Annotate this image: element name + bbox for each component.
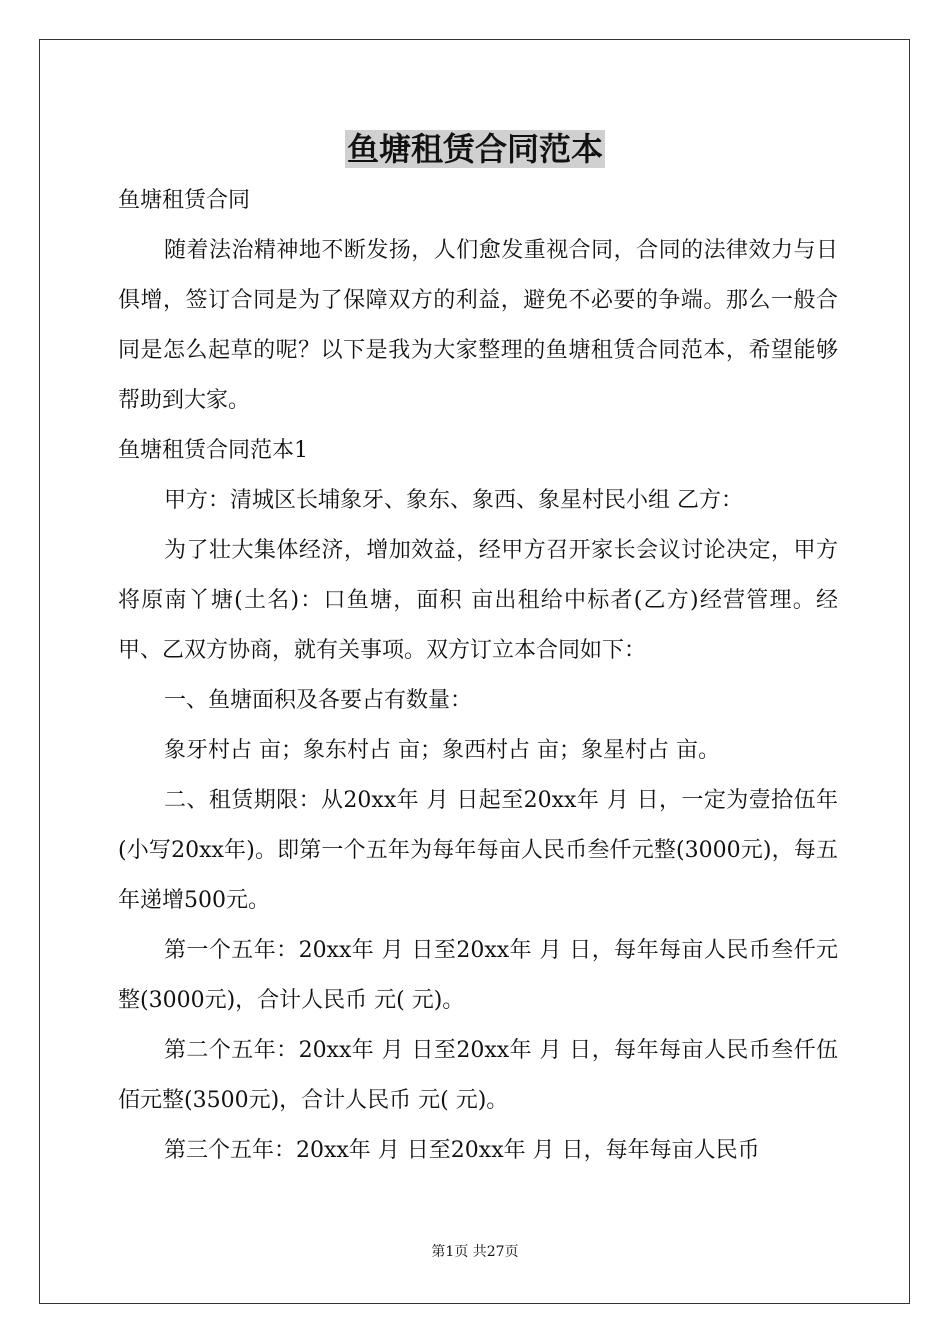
paragraph: 一、鱼塘面积及各要占有数量： [164,688,473,713]
paragraph: 鱼塘租赁合同 [118,188,251,213]
paragraph: 为了壮大集体经济，增加效益，经甲方召开家长会议讨论决定，甲方将原南丫塘(土名)：口鱼塘，面积 亩出租给中标者(乙方)经营管理。经甲、乙双方协商，就有关事项。双方订立本合同如下： [118,538,838,663]
paragraph: 二、租赁期限：从20xx年 月 日起至20xx年 月 日，一定为壹拾伍年(小写20xx年)。即第一个五年为每年每亩人民币叁仟元整(3000元)，每五年递增500元。 [118,788,838,913]
title-text: 鱼塘租赁合同范本 [346,130,603,168]
page-number: 第1页 共27页 [431,1244,519,1260]
paragraph: 鱼塘租赁合同范本1 [118,438,308,463]
paragraph: 随着法治精神地不断发扬，人们愈发重视合同，合同的法律效力与日俱增，签订合同是为了保障双方的利益，避免不必要的争端。那么一般合同是怎么起草的呢？以下是我为大家整理的鱼塘租赁合同范本，希望能够帮助到大家。 [118,238,838,413]
paragraph: 第二个五年：20xx年 月 日至20xx年 月 日，每年每亩人民币叁仟伍佰元整(3500元)，合计人民币 元( 元)。 [118,1038,838,1113]
paragraph: 第一个五年：20xx年 月 日至20xx年 月 日，每年每亩人民币叁仟元整(3000元)，合计人民币 元( 元)。 [118,938,838,1013]
paragraph: 甲方：清城区长埔象牙、象东、象西、象星村民小组 乙方： [164,488,743,513]
document-body [118,176,838,1176]
paragraph: 象牙村占 亩；象东村占 亩；象西村占 亩；象星村占 亩。 [164,738,720,763]
document-title [0,126,950,172]
page-footer [0,1242,950,1262]
paragraph: 第三个五年：20xx年 月 日至20xx年 月 日，每年每亩人民币 [164,1138,760,1163]
